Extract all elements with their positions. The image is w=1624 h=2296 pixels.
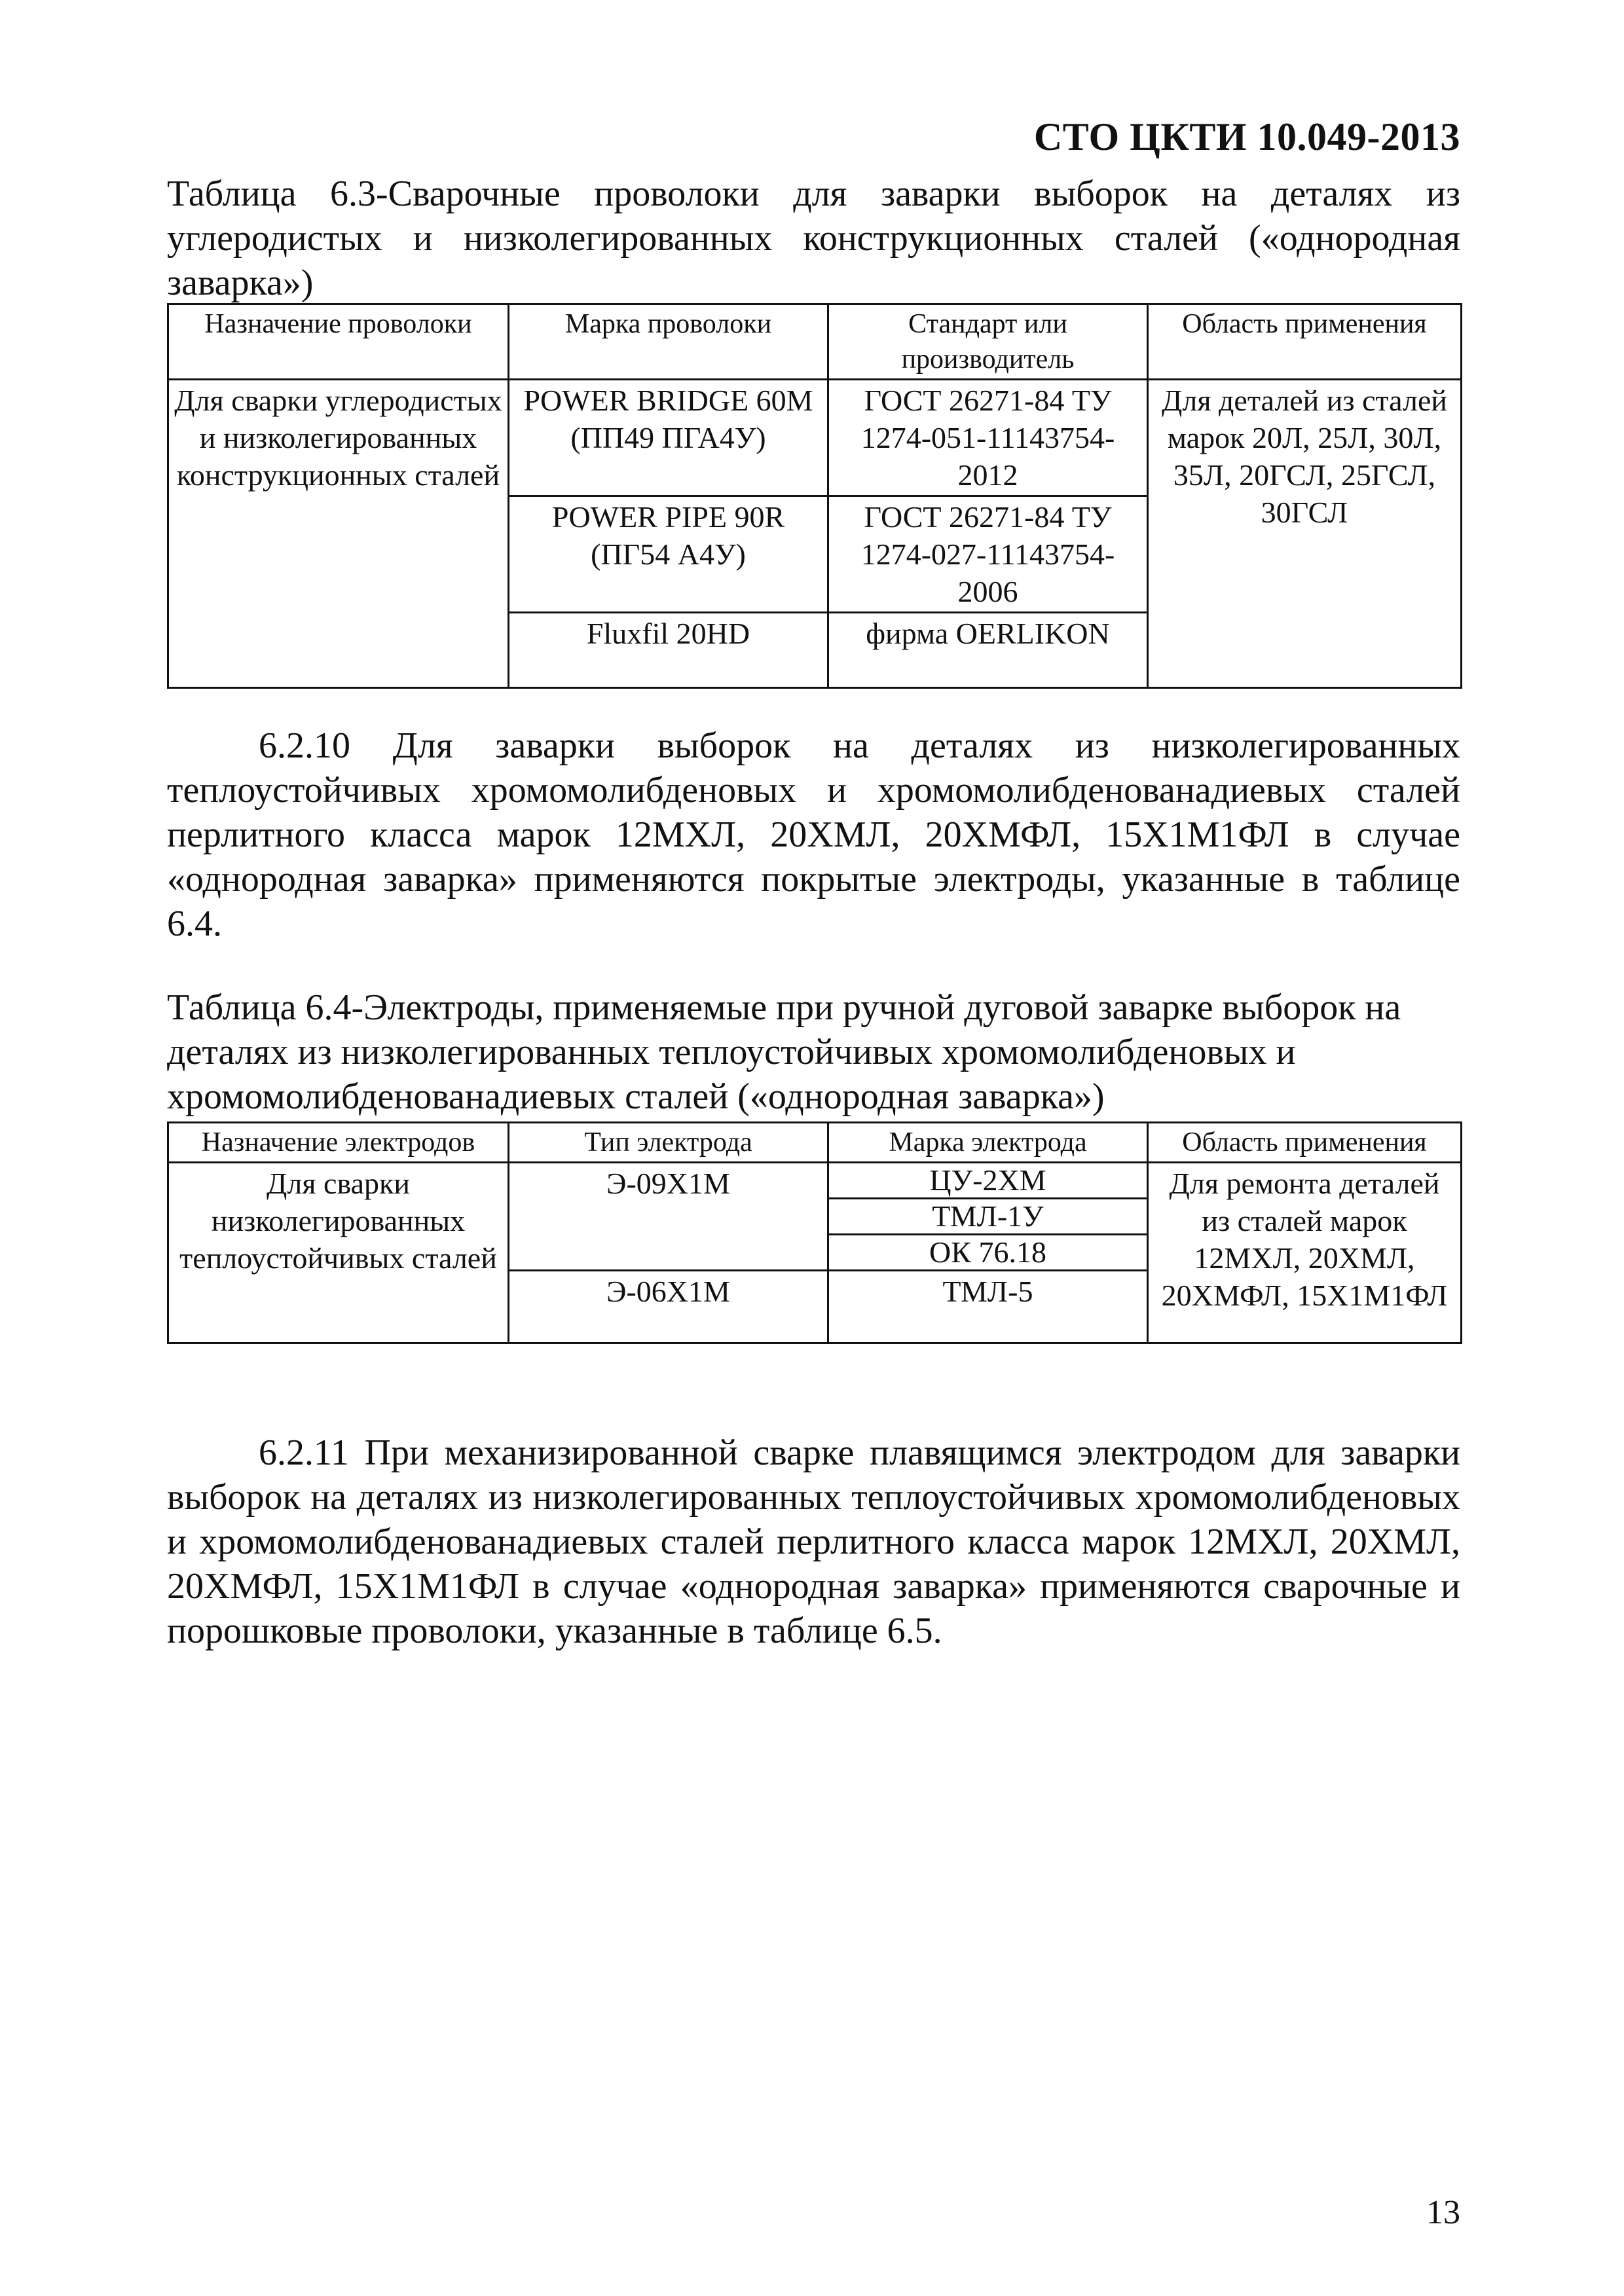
purpose-cell: Для сварки низколегированных теплоустойчивых сталей (168, 1163, 509, 1343)
table-header-row (168, 1123, 1462, 1163)
header-cell-application: Область применения (1148, 304, 1462, 380)
paragraph-number: 6.2.11 (259, 1432, 349, 1473)
electrode-type-cell: Э-09Х1М (509, 1163, 828, 1271)
header-cell-brand: Марка электрода (828, 1123, 1148, 1163)
brand-cell: Fluxfil 20HD (509, 613, 828, 688)
table-6-3 (167, 303, 1462, 689)
application-cell: Для ремонта деталей из сталей марок 12МХЛ, 20ХМЛ, 20ХМФЛ, 15Х1М1ФЛ (1148, 1163, 1462, 1343)
header-cell-application: Область применения (1148, 1123, 1462, 1163)
table-header-row (168, 304, 1462, 380)
paragraph-6-2-10 (167, 723, 1460, 946)
table-6-3-caption: Таблица 6.3-Сварочные проволоки для заварки выборок на деталях из углеродистых и низколегированных конструкционных сталей («однородная заварка») (167, 173, 1460, 303)
purpose-cell: Для сварки углеродистых и низколегированных конструкционных сталей (168, 380, 509, 688)
electrode-type-cell: Э-06Х1М (509, 1271, 828, 1343)
paragraph-text: Для заварки выборок на деталях из низколегированных теплоустойчивых хромомолибденовых и хромомолибденованадиевых сталей перлитного класса марок 12МХЛ, 20ХМЛ, 20ХМФЛ, 15Х1М1ФЛ в случае «однородная заварка» применяются покрытые электроды, указанные в таблице 6.4. (167, 725, 1461, 944)
electrode-brand-cell: ОК 76.18 (828, 1235, 1148, 1271)
table-row (168, 380, 1462, 496)
table-row (168, 1163, 1462, 1199)
page-number: 13 (1426, 2194, 1460, 2231)
table-6-4-caption: Таблица 6.4-Электроды, применяемые при ручной дуговой заварке выборок на деталях из низколегированных теплоустойчивых хромомолибденовых и хромомолибденованадиевых сталей («однородная заварка») (167, 987, 1401, 1117)
standard-cell: ГОСТ 26271-84 ТУ 1274-027-11143754-2006 (828, 496, 1148, 613)
header-cell-brand: Марка проволоки (509, 304, 828, 380)
paragraph-number: 6.2.10 (259, 725, 350, 766)
paragraph-6-2-11 (167, 1430, 1460, 1653)
paragraph-text: При механизированной сварке плавящимся электродом для заварки выборок на деталях из низколегированных теплоустойчивых хромомолибденовых и хромомолибденованадиевых сталей перлитного класса марок 12МХЛ, 20ХМЛ, 20ХМФЛ, 15Х1М1ФЛ в случае «однородная заварка» применяются сварочные и порошковые проволоки, указанные в таблице 6.5. (167, 1432, 1460, 1651)
electrode-brand-cell: ТМЛ-5 (828, 1271, 1148, 1343)
table-6-4 (167, 1121, 1462, 1344)
document-code-header: СТО ЦКТИ 10.049-2013 (1033, 115, 1460, 158)
header-cell-purpose: Назначение проволоки (168, 304, 509, 380)
brand-cell: POWER BRIDGE 60M (ПП49 ПГА4У) (509, 380, 828, 496)
electrode-brand-cell: ТМЛ-1У (828, 1199, 1148, 1235)
header-cell-standard: Стандарт или производитель (828, 304, 1148, 380)
application-cell: Для деталей из сталей марок 20Л, 25Л, 30Л, 35Л, 20ГСЛ, 25ГСЛ, 30ГСЛ (1148, 380, 1462, 688)
standard-cell: фирма OERLIKON (828, 613, 1148, 688)
header-cell-type: Тип электрода (509, 1123, 828, 1163)
standard-cell: ГОСТ 26271-84 ТУ 1274-051-11143754-2012 (828, 380, 1148, 496)
electrode-brand-cell: ЦУ-2ХМ (828, 1163, 1148, 1199)
brand-cell: POWER PIPE 90R (ПГ54 А4У) (509, 496, 828, 613)
header-cell-purpose: Назначение электродов (168, 1123, 509, 1163)
